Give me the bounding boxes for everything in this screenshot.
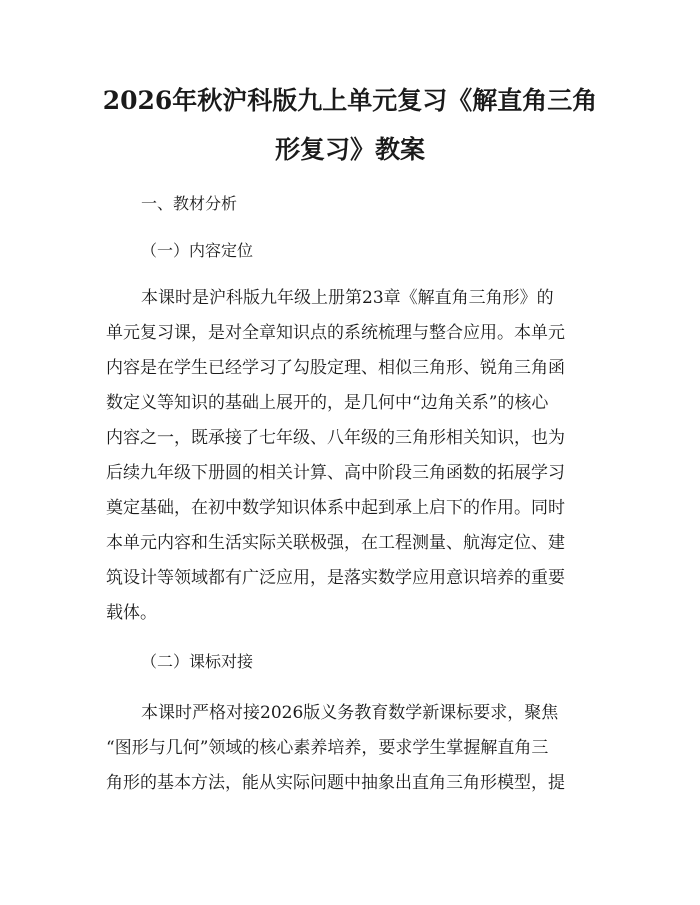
- document-title-line-2: 形复习》教案: [274, 135, 425, 164]
- subsection-heading-curriculum: （二）课标对接: [141, 652, 254, 671]
- paragraph-line: 单元复习课，是对全章知识点的系统梳理与整合应用。本单元: [106, 323, 565, 343]
- document-title-line-1: 2026年秋沪科版九上单元复习《解直角三角: [102, 86, 598, 115]
- paragraph-line: “图形与几何”领域的核心素养培养，要求学生掌握解直角三: [106, 738, 549, 758]
- subsection-heading-content: （一）内容定位: [141, 241, 254, 260]
- paragraph-line: 本单元内容和生活实际关联极强，在工程测量、航海定位、建: [106, 533, 565, 553]
- paragraph-line: 载体。: [106, 603, 157, 623]
- paragraph-line: 数定义等知识的基础上展开的，是几何中“边角关系”的核心: [106, 393, 549, 413]
- paragraph-line: 内容之一，既承接了七年级、八年级的三角形相关知识，也为: [106, 428, 565, 448]
- paragraph-line: 后续九年级下册圆的相关计算、高中阶段三角函数的拓展学习: [106, 463, 565, 483]
- paragraph-line: 本课时是沪科版九年级上册第23章《解直角三角形》的: [141, 288, 554, 308]
- section-heading-analysis: 一、教材分析: [141, 194, 238, 213]
- paragraph-line: 本课时严格对接2026版义务教育数学新课标要求，聚焦: [141, 703, 559, 723]
- paragraph-line: 奠定基础，在初中数学知识体系中起到承上启下的作用。同时: [106, 498, 565, 518]
- paragraph-line: 筑设计等领域都有广泛应用，是落实数学应用意识培养的重要: [106, 568, 565, 588]
- paragraph-line: 角形的基本方法，能从实际问题中抽象出直角三角形模型，提: [106, 773, 565, 793]
- paragraph-line: 内容是在学生已经学习了勾股定理、相似三角形、锐角三角函: [106, 358, 565, 378]
